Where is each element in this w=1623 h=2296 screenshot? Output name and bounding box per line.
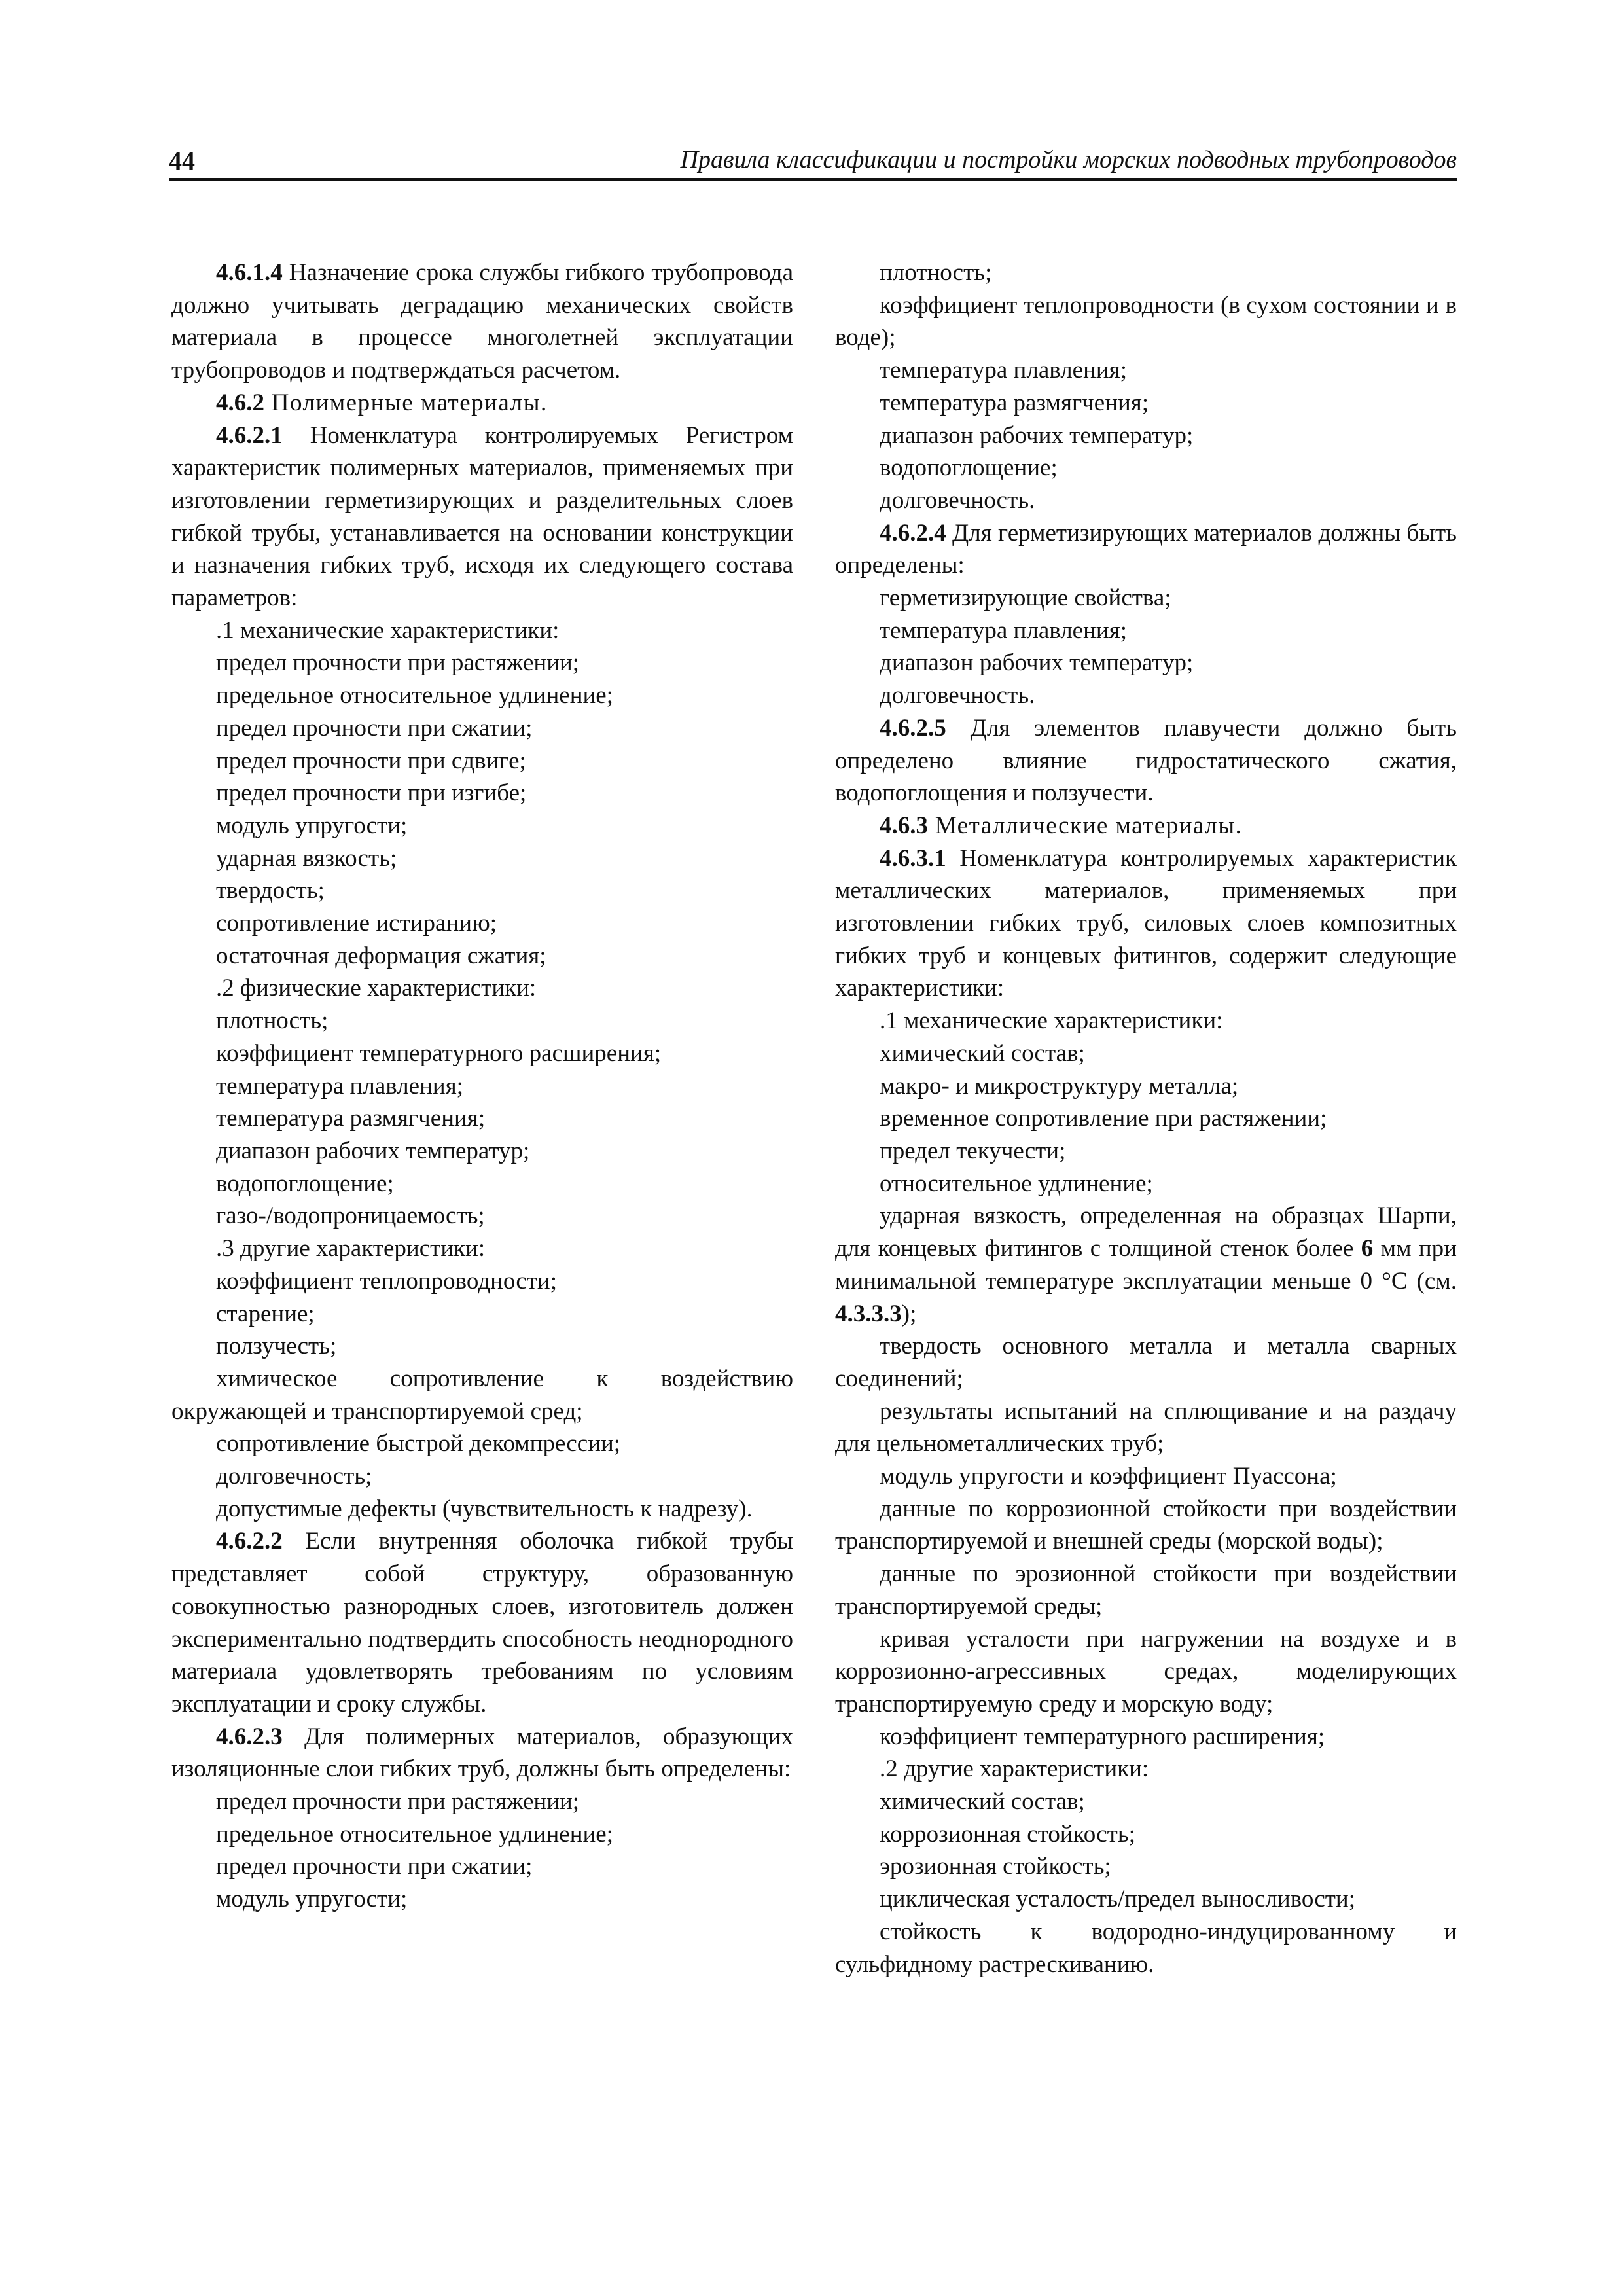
list-item: предел прочности при сжатии; <box>216 714 533 742</box>
list-item: предельное относительное удлинение; <box>216 682 614 709</box>
list-item: долговечность. <box>880 486 1035 514</box>
list-item: диапазон рабочих температур; <box>216 1137 530 1164</box>
list-item: сопротивление быстрой декомпрессии; <box>216 1430 621 1458</box>
paragraph-text: Если внутренняя оболочка гибкой трубы представляет собой структуру, образованную совокупностью разнородных слоев, изготовитель должен экспериментально подтвердить способность неоднородного материала удовлетворять требованиям по условиям эксплуатации и сроку службы. <box>171 1528 793 1717</box>
list-item: .2 другие характеристики: <box>880 1755 1149 1783</box>
list-item: водопоглощение; <box>880 454 1058 482</box>
section-title: Металлические материалы. <box>928 812 1243 839</box>
list-item: диапазон рабочих температур; <box>880 422 1194 449</box>
list-item: твердость; <box>216 877 325 905</box>
section-number: 4.6.2.5 <box>880 714 946 742</box>
list-item: плотность; <box>880 259 992 286</box>
list-item: герметизирующие свойства; <box>880 584 1171 612</box>
list-item: сопротивление истиранию; <box>216 910 497 937</box>
list-item: циклическая усталость/предел выносливости; <box>880 1886 1355 1913</box>
paragraph-text: Назначение срока службы гибкого трубопровода должно учитывать деградацию механических свойств материала в процессе многолетней эксплуатации трубопроводов и подтверждаться расчетом. <box>171 259 793 384</box>
paragraph-4-6-2-3 <box>171 1721 793 1785</box>
list-item: ударная вязкость; <box>216 844 397 872</box>
paragraph-4-6-2-4 <box>835 517 1457 582</box>
list-item: предел прочности при изгибе; <box>216 780 527 807</box>
list-item: .1 механические характеристики: <box>880 1007 1223 1035</box>
page-number: 44 <box>169 146 195 175</box>
wall-thickness-value: 6 <box>1361 1235 1374 1263</box>
list-item: диапазон рабочих температур; <box>880 649 1194 677</box>
section-number: 4.6.1.4 <box>216 259 283 286</box>
list-item-thermal-conductivity: коэффициент теплопроводности (в сухом состоянии и в воде); <box>835 291 1457 351</box>
list-item-erosion-data: данные по эрозионной стойкости при воздействии транспортируемой среды; <box>835 1560 1457 1620</box>
paragraph-text: Номенклатура контролируемых характеристик металлических материалов, применяемых при изготовлении гибких труб, силовых слоев композитных гибких труб и концевых фитингов, содержит следующие характеристики: <box>835 844 1457 1002</box>
list-item: коэффициент теплопроводности; <box>216 1267 558 1295</box>
list-item: химический состав; <box>880 1788 1085 1816</box>
section-number: 4.6.2.4 <box>880 519 946 547</box>
running-title: Правила классификации и постройки морских подводных трубопроводов <box>680 146 1457 173</box>
list-item: газо-/водопроницаемость; <box>216 1202 485 1230</box>
list-item: температура размягчения; <box>880 389 1149 416</box>
list-item: коррозионная стойкость; <box>880 1820 1135 1848</box>
paragraph-text: Для полимерных материалов, образующих изоляционные слои гибких труб, должны быть определены: <box>171 1723 793 1783</box>
section-number: 4.6.2 <box>216 389 264 416</box>
heading-4-6-2 <box>171 387 793 420</box>
list-item: долговечность. <box>880 682 1035 709</box>
list-item-hydrogen-cracking: стойкость к водородно-индуцированному и сульфидному растрескиванию. <box>835 1918 1457 1978</box>
list-item-hardness: твердость основного металла и металла сварных соединений; <box>835 1333 1457 1392</box>
list-item: температура плавления; <box>216 1072 464 1100</box>
list-item-fatigue-curve: кривая усталости при нагружении на воздухе и в коррозионно-агрессивных средах, моделирующих транспортируемую среду и морскую воду; <box>835 1625 1457 1717</box>
page-header <box>169 145 1457 179</box>
list-item: допустимые дефекты (чувствительность к надрезу). <box>216 1495 753 1522</box>
left-column <box>171 257 793 1916</box>
list-item-elastic-modulus: модуль упругости и коэффициент Пуассона; <box>880 1463 1337 1490</box>
list-item: модуль упругости; <box>216 812 408 839</box>
section-number: 4.6.3 <box>880 812 928 839</box>
right-column <box>835 257 1457 1981</box>
section-number: 4.6.3.1 <box>880 844 946 872</box>
list-item: температура плавления; <box>880 617 1128 644</box>
list-item: коэффициент температурного расширения; <box>880 1723 1325 1750</box>
heading-4-6-3 <box>835 810 1457 842</box>
list-item-corrosion-data: данные по коррозионной стойкости при воздействии транспортируемой и внешней среды (морской воды); <box>835 1495 1457 1555</box>
section-number: 4.6.2.1 <box>216 422 283 449</box>
list-item: ползучесть; <box>216 1333 337 1360</box>
cross-reference: 4.3.3.3 <box>835 1300 902 1327</box>
section-title: Полимерные материалы. <box>264 389 548 416</box>
list-item: модуль упругости; <box>216 1886 408 1913</box>
list-item: .1 механические характеристики: <box>216 617 560 644</box>
list-item: плотность; <box>216 1007 329 1035</box>
paragraph-text: Для герметизирующих материалов должны быть определены: <box>835 519 1457 579</box>
list-item: эрозионная стойкость; <box>880 1853 1111 1880</box>
paragraph-text: Номенклатура контролируемых Регистром характеристик полимерных материалов, применяемых при изготовлении герметизирующих и разделительных слоев гибкой трубы, устанавливается на основании конструкции и назначения гибких труб, исходя их следующего состава параметров: <box>171 422 793 612</box>
paragraph-4-6-1-4 <box>171 257 793 387</box>
section-number: 4.6.2.3 <box>216 1723 283 1750</box>
list-item: остаточная деформация сжатия; <box>216 942 546 969</box>
list-item: химический состав; <box>880 1039 1085 1067</box>
list-item-flattening-test: результаты испытаний на сплющивание и на раздачу для цельнометаллических труб; <box>835 1397 1457 1458</box>
list-item: .3 другие характеристики: <box>216 1235 486 1263</box>
list-item: предел прочности при сжатии; <box>216 1853 533 1880</box>
list-item: .2 физические характеристики: <box>216 975 537 1002</box>
list-item: предел текучести; <box>880 1137 1066 1164</box>
list-item: старение; <box>216 1300 315 1327</box>
paragraph-4-6-3-1 <box>835 842 1457 1005</box>
paragraph-4-6-2-5 <box>835 712 1457 810</box>
list-item: предел прочности при сдвиге; <box>216 747 526 774</box>
paragraph-text: Для элементов плавучести должно быть определено влияние гидростатического сжатия, водопоглощения и ползучести. <box>835 714 1457 807</box>
list-item-impact-strength: ударная вязкость, определенная на образцах Шарпи, для концевых фитингов с толщиной стенок более 6 мм при минимальной температуре эксплуатации меньше 0 °С (см. 4.3.3.3); <box>835 1202 1457 1327</box>
list-item: температура размягчения; <box>216 1105 486 1132</box>
list-item: относительное удлинение; <box>880 1170 1153 1197</box>
header-rule <box>169 178 1457 181</box>
list-item-chemical-resistance: химическое сопротивление к воздействию окружающей и транспортируемой сред; <box>171 1365 793 1425</box>
list-polymer-parameters <box>171 615 793 1363</box>
list-item: коэффициент температурного расширения; <box>216 1039 662 1067</box>
list-item: долговечность; <box>216 1463 372 1490</box>
paragraph-4-6-2-1 <box>171 420 793 615</box>
paragraph-4-6-2-2 <box>171 1525 793 1720</box>
list-item: предельное относительное удлинение; <box>216 1820 614 1848</box>
list-item: водопоглощение; <box>216 1170 394 1197</box>
list-item: макро- и микроструктуру металла; <box>880 1072 1239 1100</box>
section-number: 4.6.2.2 <box>216 1528 283 1555</box>
list-item: предел прочности при растяжении; <box>216 649 580 677</box>
list-item: предел прочности при растяжении; <box>216 1788 580 1816</box>
list-item: временное сопротивление при растяжении; <box>880 1105 1327 1132</box>
list-item: температура плавления; <box>880 357 1128 384</box>
